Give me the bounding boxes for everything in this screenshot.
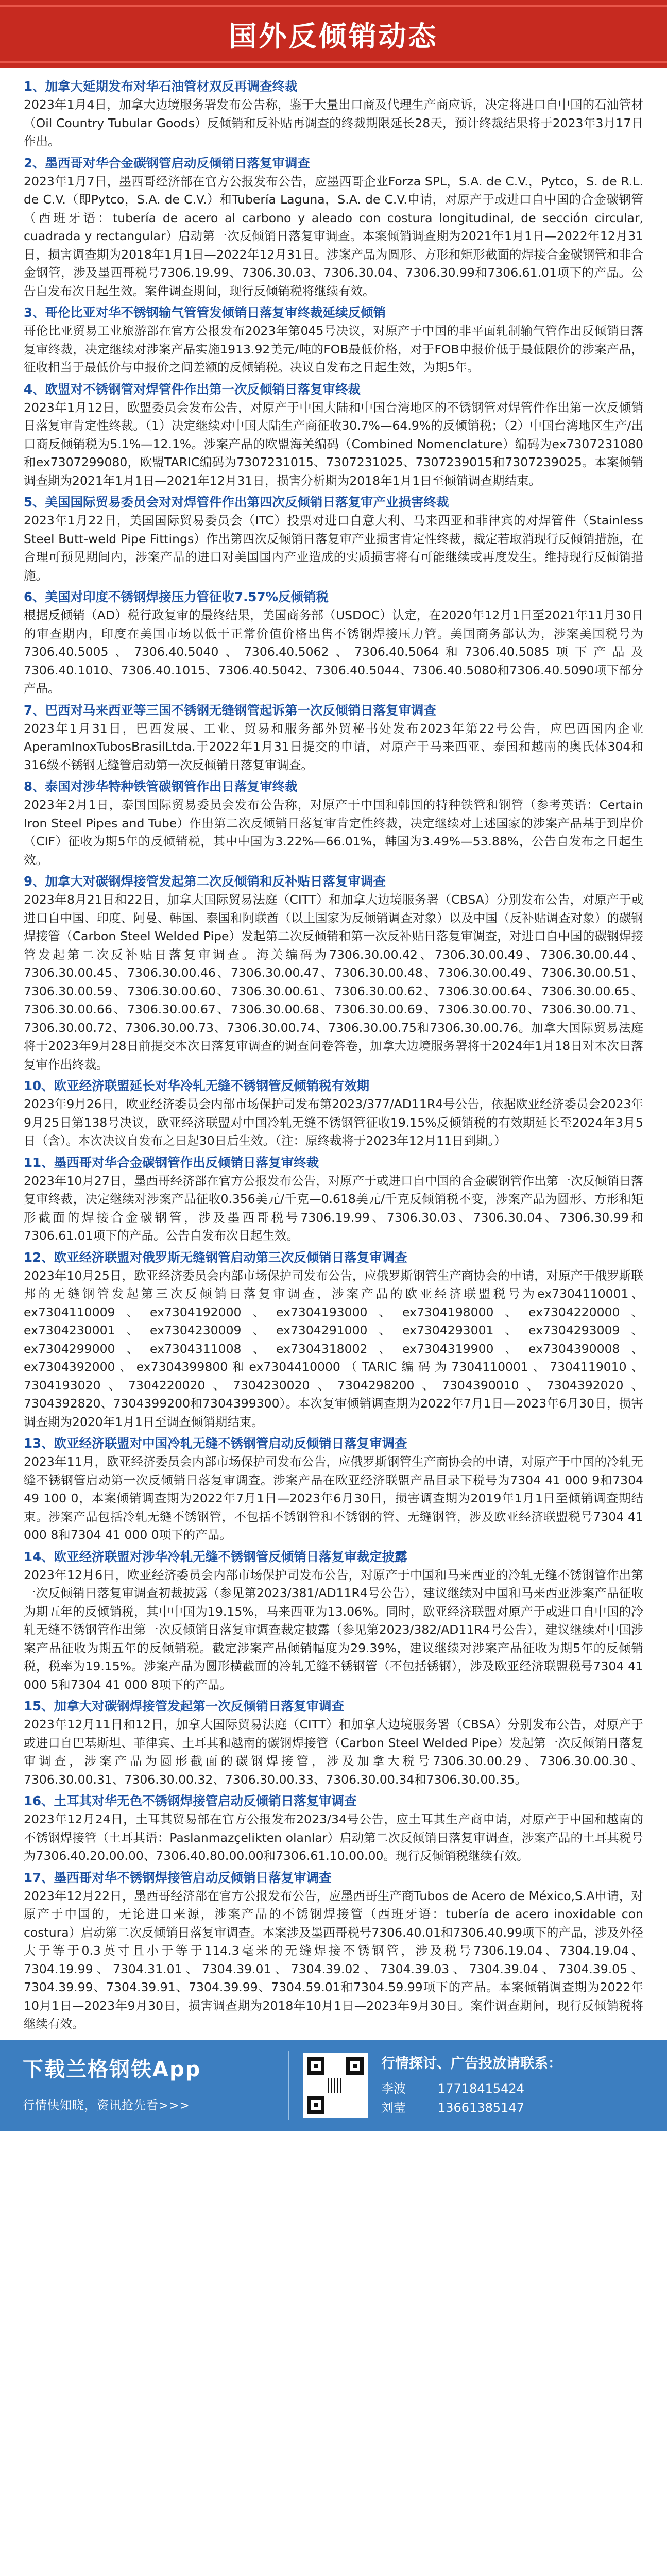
news-item-body: 2023年11月，欧亚经济委员会内部市场保护司发布公告，应俄罗斯钢管生产商协会的申请，对原产于中国的冷轧无缝不锈钢管启动第一次反倾销日落复审调查。涉案产品在欧亚经济联盟产品目录下税号为7304 41 000 9和7304 49 100 0，本案倾销调查期为2022年7月1日—2023年6月30日，损害调查期为2019年1月1日至倾销调查期结束。涉案产品包括冷轧无缝不锈钢管，不包括不锈钢管和不锈钢的管、无缝钢管，涉及欧亚经济联盟税号7304 41 000 8和7304 41 000 0项下的产品。 [24, 1454, 643, 1542]
news-item-title[interactable]: 11、墨西哥对华合金碳钢管作出反倾销日落复审终裁 [24, 1155, 319, 1170]
news-item-body: 2023年12月24日，土耳其贸易部在官方公报发布2023/34号公告，应土耳其生产商申请，对原产于中国和越南的不锈钢焊接管（土耳其语：Paslanmazçelikten olanlar）启动第二次反倾销日落复审调查，涉案产品的土耳其税号为7306.40.20.00.00、7306.40.80.00.00和7306.61.10.00.00。现行反倾销税继续有效。 [24, 1812, 643, 1863]
news-item-title[interactable]: 4、欧盟对不锈钢管对焊管件作出第一次反倾销日落复审终裁 [24, 381, 361, 397]
footer-divider [288, 2051, 289, 2120]
title-banner [0, 0, 667, 68]
news-item-title[interactable]: 16、土耳其对华无色不锈钢焊接管启动反倾销日落复审调查 [24, 1793, 357, 1808]
contact-phone[interactable]: 17718415424 [438, 2081, 524, 2096]
news-item-title[interactable]: 6、美国对印度不锈钢焊接压力管征收7.57%反倾销税 [24, 589, 329, 604]
banner-top-rule [0, 5, 667, 7]
news-item-title[interactable]: 9、加拿大对碳钢焊接管发起第二次反倾销和反补贴日落复审调查 [24, 874, 386, 889]
contact-heading: 行情探讨、广告投放请联系： [381, 2055, 562, 2072]
app-download-title[interactable]: 下载兰格钢铁App [23, 2057, 201, 2081]
news-item [24, 1548, 643, 1694]
app-promo-footer [0, 2040, 667, 2131]
news-item-body: 2023年9月26日，欧亚经济委员会内部市场保护司发布第2023/377/AD11R4号公告，依据欧亚经济委员会2023年9月25日第138号决议，欧亚经济联盟对中国冷轧无缝不锈钢管征收19.15%反倾销税的有效期延长至2024年3月5日（含）。本次决议自发布之日起30日后生效。（注：原终裁将于2023年12月11日到期。） [24, 1097, 643, 1148]
news-item [24, 1154, 643, 1245]
news-item-title[interactable]: 10、欧亚经济联盟延长对华冷轧无缝不锈钢管反倾销税有效期 [24, 1078, 370, 1093]
news-item [24, 1248, 643, 1432]
news-item-title[interactable]: 8、泰国对涉华特种铁管碳钢管作出日落复审终裁 [24, 779, 298, 794]
news-item-title[interactable]: 7、巴西对马来西亚等三国不锈钢无缝钢管起诉第一次反倾销日落复审调查 [24, 702, 437, 718]
contact-name: 刘莹 [381, 2100, 406, 2115]
news-item-body: 2023年8月21日和22日，加拿大国际贸易法庭（CITT）和加拿大边境服务署（CBSA）分别发布公告，对原产于或进口自中国、印度、阿曼、韩国、泰国和阿联酋（以上国家为反倾销调查对象）以及中国（反补贴调查对象）的碳钢焊接管（Carbon Steel Welded Pipe）发起第二次反倾销和第一次反补贴日落复审调查，对进口自中国的碳钢焊接管发起第二次反补贴日落复审调查。海关编码为7306.30.00.42、7306.30.00.49、7306.30.00.44、7306.30.00.45、7306.30.00.46、7306.30.00.47、7306.30.00.48、7306.30.00.49、7306.30.00.51、7306.30.00.59、7306.30.00.60、7306.30.00.61、7306.30.00.62、7306.30.00.64、7306.30.00.65、7306.30.00.66、7306.30.00.67、7306.30.00.68、7306.30.00.69、7306.30.00.70、7306.30.00.71、7306.30.00.72、7306.30.00.73、7306.30.00.74、7306.30.00.75和7306.30.00.76。加拿大国际贸易法庭将于2023年9月28日前提交本次日落复审调查的调查问卷答卷，加拿大边境服务署将于2024年1月18日对本次日落复审作出终裁。 [24, 892, 643, 1072]
news-item [24, 1792, 643, 1866]
qr-code-icon [303, 2053, 368, 2118]
news-item-body: 2023年2月1日，泰国国际贸易委员会发布公告称，对原产于中国和韩国的特种铁管和钢管（参考英语：Certain Iron Steel Pipes and Tube）作出第二次反倾销日落复审肯定性终裁，决定继续对上述国家的涉案产品基于到岸价（CIF）征收为期5年的反倾销税，其中中国为3.22%—66.01%，韩国为3.49%—53.88%，公告自发布之日起生效。 [24, 798, 643, 867]
news-item-title[interactable]: 13、欧亚经济联盟对中国冷轧无缝不锈钢管启动反倾销日落复审调查 [24, 1436, 407, 1451]
news-item [24, 1434, 643, 1545]
news-item-body: 2023年10月25日，欧亚经济委员会内部市场保护司发布公告，应俄罗斯钢管生产商协会的申请，对原产于俄罗斯联邦的无缝钢管发起第三次反倾销日落复审调查，涉案产品的欧亚经济联盟税号为ex7304110001、ex7304110009、ex7304192000、ex7304193000、ex7304198000、ex7304220000、ex7304230001、ex7304230009、ex7304291000、ex7304293001、ex7304293009、ex7304299000、ex7304311008、ex7304318002、ex7304319900、ex7304390008、ex7304392000、ex7304399800和ex7304410000（TARIC编码为7304110001、7304119010、7304193020、7304220020、7304230020、7304298200、7304390010、7304392020、7304392820、7304399200和7304399300）。本次复审倾销调查期为2022年7月1日—2023年6月30日，损害调查期为2020年1月1日至调查倾销期结束。 [24, 1268, 643, 1429]
news-item-title[interactable]: 3、哥伦比亚对华不锈钢输气管管发倾销日落复审终裁延续反倾销 [24, 305, 386, 320]
news-item-body: 哥伦比亚贸易工业旅游部在官方公报发布2023年第045号决议，对原产于中国的非平面轧制输气管作出反倾销日落复审终裁，决定继续对涉案产品实施1913.92美元/吨的FOB最低价格，对于FOB申报价低于最低限价的涉案产品，征收相当于最低价与申报价之间差额的反倾销税。决议自发布之日起生效，为期5年。 [24, 324, 643, 375]
news-item-body: 根据反倾销（AD）税行政复审的最终结果，美国商务部（USDOC）认定，在2020年12月1日至2021年11月30日的审查期内，印度在美国市场以低于正常价值价格出售不锈钢焊接压力管。美国商务部认为，涉案美国税号为7306.40.5005、7306.40.5040、7306.40.5062、7306.40.5064和7306.40.5085项下产品及7306.40.1010、7306.40.1015、7306.40.5042、7306.40.5044、7306.40.5080和7306.40.5090项下部分产品。 [24, 608, 643, 696]
contact-row [381, 2098, 667, 2117]
news-item [24, 154, 643, 301]
news-item-body: 2023年1月22日，美国国际贸易委员会（ITC）投票对进口自意大利、马来西亚和菲律宾的对焊管件（Stainless Steel Butt-weld Pipe Fittings）作出第四次反倾销日落复审产业损害肯定性终裁，裁定若取消现行反倾销措施，在合理可预见期间内，涉案产品的进口对美国国内产业造成的实质损害将有可能继续或再度发生。维持现行反倾销措施。 [24, 513, 643, 583]
news-item-title[interactable]: 17、墨西哥对华不锈钢焊接管启动反倾销日落复审调查 [24, 1870, 332, 1885]
contact-block [381, 2040, 667, 2131]
banner-bottom-rule [0, 61, 667, 63]
news-item [24, 380, 643, 490]
news-item-body: 2023年1月31日，巴西发展、工业、贸易和服务部外贸秘书处发布2023年第22号公告，应巴西国内企业AperamInoxTubosBrasilLtda.于2022年1月31日提交的申请，对原产于马来西亚、泰国和越南的奥氏体304和316级不锈钢无缝管启动第一次反倾销日落复审调查。 [24, 721, 643, 772]
news-item [24, 588, 643, 698]
news-item [24, 777, 643, 869]
news-item-title[interactable]: 15、加拿大对碳钢焊接管发起第一次反倾销日落复审调查 [24, 1699, 345, 1714]
news-item-title[interactable]: 12、欧亚经济联盟对俄罗斯无缝钢管启动第三次反倾销日落复审调查 [24, 1249, 407, 1265]
news-item-body: 2023年10月27日，墨西哥经济部在官方公报发布公告，对原产于或进口自中国的合金碳钢管作出第一次反倾销日落复审终裁，决定继续对涉案产品征收0.356美元/千克—0.618美元/千克反倾销税不变，涉案产品为圆形、方形和矩形截面的焊接合金碳钢管，涉及墨西哥税号7306.19.99、7306.30.03、7306.30.04、7306.30.99和7306.61.01项下的产品。公告自发布次日起生效。 [24, 1173, 643, 1243]
news-list [0, 68, 667, 2040]
page-title: 国外反倾销动态 [229, 20, 438, 53]
app-tagline: 行情快知晓，资讯抢先看>>> [23, 2098, 190, 2112]
news-item [24, 77, 643, 151]
contact-row [381, 2079, 667, 2098]
news-item [24, 701, 643, 775]
news-item [24, 872, 643, 1074]
news-item-body: 2023年12月11日和12日，加拿大国际贸易法庭（CITT）和加拿大边境服务署（CBSA）分别发布公告，对原产于或进口自巴基斯坦、菲律宾、土耳其和越南的碳钢焊接管（Carbon Steel Welded Pipe）发起第一次反倾销日落复审调查，涉案产品为圆形截面的碳钢焊接管，涉及加拿大税号7306.30.00.29、7306.30.00.30、7306.30.00.31、7306.30.00.32、7306.30.00.33、7306.30.00.34和7306.30.00.35。 [24, 1717, 643, 1787]
news-item-body: 2023年12月22日，墨西哥经济部在官方公报发布公告，应墨西哥生产商Tubos de Acero de México,S.A申请，对原产于中国的，无论进口来源，涉案产品的不锈钢焊接管（西班牙语：tubería de acero inoxidable con costura）启动第二次反倾销日落复审调查。本案涉及墨西哥税号7306.40.01和7306.40.99项下的产品，涉及外径大于等于0.3英寸且小于等于114.3毫米的无缝焊接不锈钢管，涉及税号7306.19.04、7304.19.04、7304.19.99、7304.31.01、7304.39.01、7304.39.02、7304.39.03、7304.39.04、7304.39.05、7304.39.99、7304.39.91、7304.39.99、7304.59.01和7304.59.99项下的产品。本案倾销调查期为2022年10月1日—2023年9月30日，损害调查期为2018年10月1日—2023年9月30日。案件调查期间，现行反倾销税将继续有效。 [24, 1888, 643, 2031]
news-item-body: 2023年12月6日，欧亚经济委员会内部市场保护司发布公告，对原产于中国和马来西亚的冷轧无缝不锈钢管作出第一次反倾销日落复审调查初裁披露（参见第2023/381/AD11R4号公告），建议继续对中国和马来西亚涉案产品征收为期五年的反倾销税，其中中国为19.15%，马来西亚为13.06%。同时，欧亚经济联盟对原产于或进口自中国的冷轧无缝不锈钢管作出第一次反倾销日落复审调查裁定披露（参见第2023/382/AD11R4号公告），建议继续对中国涉案产品征收为期五年的反倾销税。截定涉案产品倾销幅度为29.39%，建议继续对涉案产品征收为期5年的反倾销税，税率为19.15%。涉案产品为圆形横截面的冷轧无缝不锈钢管（不包括锈钢），涉及欧亚经济联盟税号7304 41 000 5和7304 41 000 8项下的产品。 [24, 1567, 643, 1692]
news-item [24, 1697, 643, 1789]
contact-phone[interactable]: 13661385147 [438, 2100, 524, 2115]
news-item-title[interactable]: 14、欧亚经济联盟对涉华冷轧无缝不锈钢管反倾销日落复审裁定披露 [24, 1549, 407, 1564]
news-item [24, 303, 643, 377]
news-item-title[interactable]: 2、墨西哥对华合金碳钢管启动反倾销日落复审调查 [24, 155, 311, 171]
news-item-title[interactable]: 1、加拿大延期发布对华石油管材双反再调查终裁 [24, 79, 298, 94]
news-item-title[interactable]: 5、美国国际贸易委员会对对焊管件作出第四次反倾销日落复审产业损害终裁 [24, 495, 449, 510]
news-item-body: 2023年1月12日，欧盟委员会发布公告，对原产于中国大陆和中国台湾地区的不锈钢管对焊管件作出第一次反倾销日落复审肯定性终裁。（1）决定继续对中国大陆生产商征收30.7%—64.9%的反倾销税；（2）中国台湾地区生产/出口商反倾销税为5.1%—12.1%。涉案产品的欧盟海关编码（Combined Nomenclature）编码为ex7307231080和ex7307299080，欧盟TARIC编码为7307231015、7307231025、7307239015和7307239025。本案倾销调查期为2021年1月1日—2021年12月31日，损害分析期为2018年1月1日至倾销调查期结束。 [24, 400, 643, 488]
contact-name: 李波 [381, 2081, 406, 2096]
app-download-block[interactable] [0, 2040, 288, 2131]
news-item-body: 2023年1月4日，加拿大边境服务署发布公告称，鉴于大量出口商及代理生产商应诉，决定将进口自中国的石油管材（Oil Country Tubular Goods）反倾销和反补贴再调查的终裁期限延长28天，预计终裁结果将于2023年3月17日作出。 [24, 97, 643, 148]
news-item-body: 2023年1月7日，墨西哥经济部在官方公报发布公告，应墨西哥企业Forza SPL，S.A. de C.V.，Pytco，S. de R.L. de C.V.（即Pytco，S.A. de C.V.）和Tubería Laguna，S.A. de C.V.申请，对原产于或进口自中国的合金碳钢管（西班牙语：tubería de acero al carbono y aleado con costura longitudinal, de sección circular, cuadrada y rectangular）启动第一次反倾销日落复审调查。本案倾销调查期为2021年1月1日—2022年12月31日，损害调查期为2018年1月1日—2022年12月31日。涉案产品为圆形、方形和矩形截面的焊接合金碳钢管和非合金钢管，涉及墨西哥税号7306.19.99、7306.30.03、7306.30.04、7306.30.99和7306.61.01项下的产品。公告自发布次日起生效。案件调查期间，现行反倾销税将继续有效。 [24, 174, 643, 298]
news-item [24, 1869, 643, 2033]
news-item [24, 493, 643, 585]
news-item [24, 1077, 643, 1150]
